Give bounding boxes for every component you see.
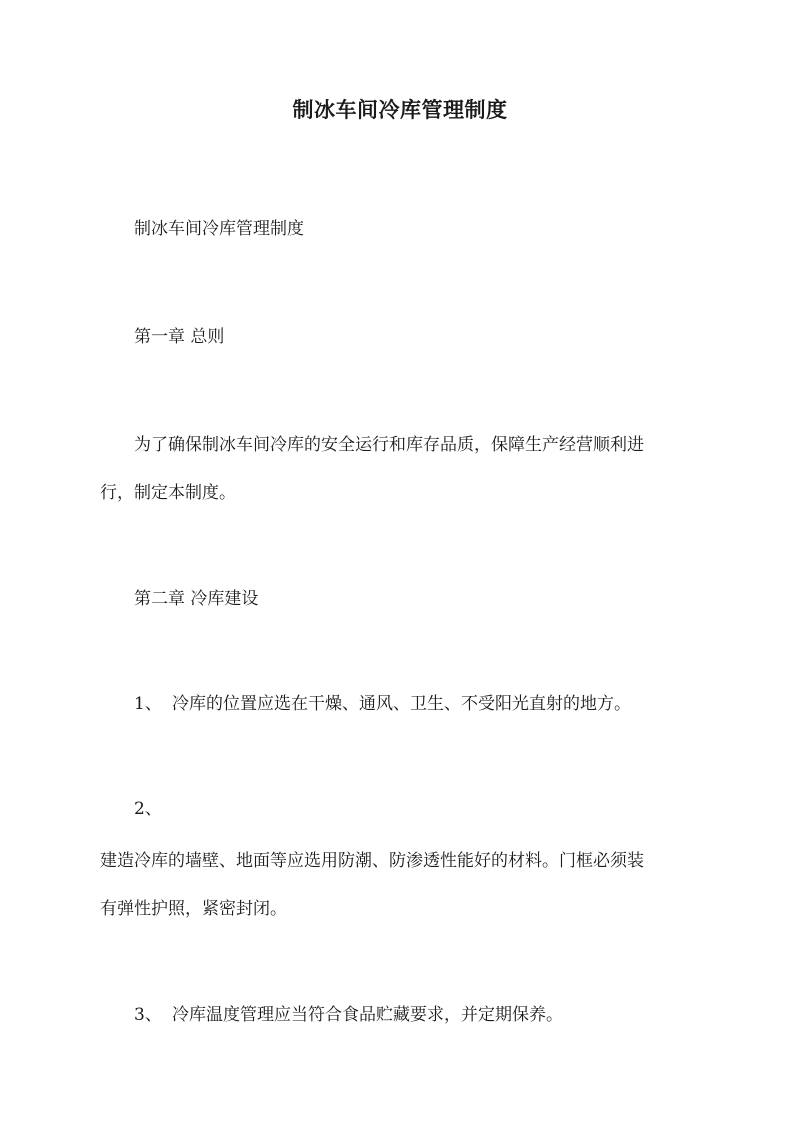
document-title: 制冰车间冷库管理制度 [292, 97, 508, 122]
list-item-1-number: 1、 [134, 694, 162, 714]
chapter-1-paragraph-line-2: 行，制定本制度。 [100, 483, 236, 503]
list-item-1 [100, 681, 734, 727]
list-item-2-line-1: 建造冷库的墙壁、地面等应选用防潮、防渗透性能好的材料。门框必须装 [100, 851, 644, 871]
list-item-3-number: 3、 [134, 1005, 162, 1025]
list-item-3-text: 冷库温度管理应当符合食品贮藏要求，并定期保养。 [172, 1005, 563, 1025]
chapter-1-paragraph-line-1: 为了确保制冰车间冷库的安全运行和库存品质，保障生产经营顺利进 [134, 435, 644, 455]
list-item-3 [100, 992, 734, 1038]
list-item-2-line-2: 有弹性护照，紧密封闭。 [100, 899, 287, 919]
chapter-2-heading: 第二章 冷库建设 [134, 589, 259, 609]
document-subtitle: 制冰车间冷库管理制度 [134, 219, 304, 239]
list-item-2-number: 2、 [134, 799, 162, 819]
chapter-1-heading: 第一章 总则 [134, 327, 225, 347]
list-item-1-text: 冷库的位置应选在干燥、通风、卫生、不受阳光直射的地方。 [172, 694, 631, 714]
